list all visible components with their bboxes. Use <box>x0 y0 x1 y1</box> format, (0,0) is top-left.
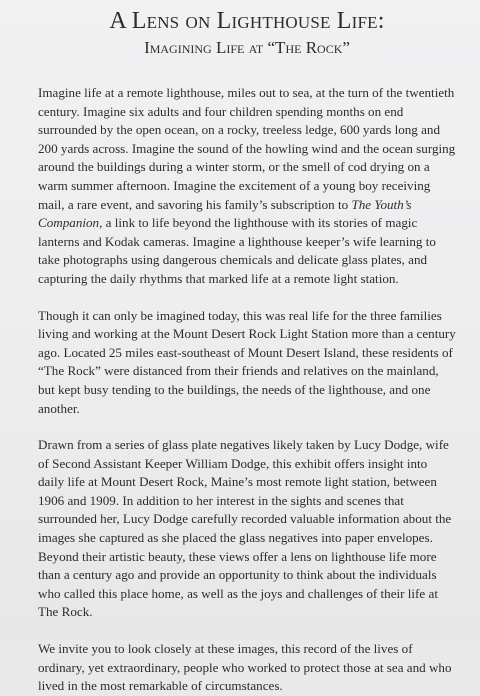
panel-subtitle: Imagining Life at “The Rock” <box>144 38 350 57</box>
paragraph-intro-text-1: Imagine life at a remote lighthouse, miles out to sea, at the turn of the twentieth century. Imagine six adults and four children spending months on end surrounded by the open ocean, on a rocky, treeless ledge, 600 yards long and 200 yards across. Imagine the sound of the howling wind and the ocean surging around the buildings during a winter storm, or the smell of cod drying on a warm summer afternoon. Imagine the excitement of a young boy receiving mail, a rare event, and savoring his family’s subscription to <box>38 85 456 212</box>
paragraph-intro-text-2: , a link to life beyond the lighthouse with its stories of magic lanterns and Kodak cameras. Imagine a lighthouse keeper’s wife learning to take photographs using dangerous chemicals and delicate glass plates, and capturing the daily rhythms that marked life at a remote light station. <box>38 215 436 286</box>
paragraph-intro <box>38 84 456 289</box>
panel-body <box>38 84 456 696</box>
paragraph-families: Though it can only be imagined today, this was real life for the three families living and working at the Mount Desert Rock Light Station more than a century ago. Located 25 miles east-southeast of Mount Desert Island, these residents of “The Rock” were distanced from their friends and relatives on the mainland, but kept busy tending to the buildings, the needs of the lighthouse, and one another. <box>38 307 456 416</box>
panel-title: A Lens on Lighthouse Life: <box>109 8 385 34</box>
paragraph-exhibit: Drawn from a series of glass plate negatives likely taken by Lucy Dodge, wife of Second Assistant Keeper William Dodge, this exhibit offers insight into daily life at Mount Desert Rock, Maine’s most remote light station, between 1906 and 1909. In addition to her interest in the sights and scenes that surrounded her, Lucy Dodge carefully recorded valuable information about the images she captured as she placed the glass negatives into paper envelopes. Beyond their artistic beauty, these views offer a lens on lighthouse life more than a century ago and provide an opportunity to think about the individuals who called this place home, as well as the joys and challenges of their life at The Rock. <box>38 437 452 620</box>
paragraph-invitation: We invite you to look closely at these images, this record of the lives of ordinary, yet extraordinary, people who worked to protect those at sea and who lived in the most remarkable of circumstances. <box>38 641 452 694</box>
magazine-title: The Youth’s Companion <box>38 196 412 231</box>
